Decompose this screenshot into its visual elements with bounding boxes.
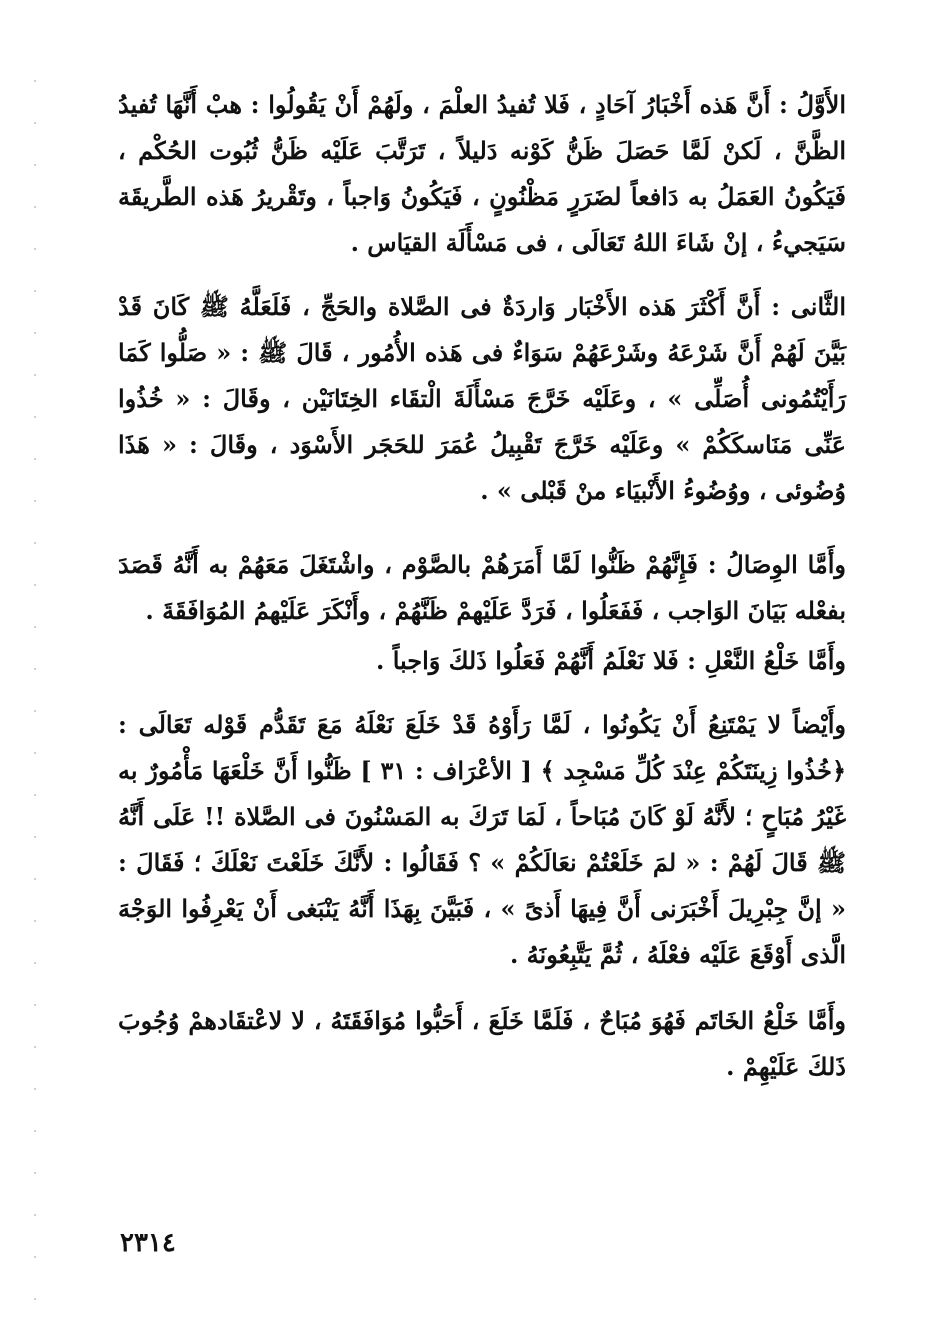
paragraph-first-objection: الأَوَّلُ : أَنَّ هَذه أَخْبَارُ آحَادٍ ، فَلا تُفيدُ العلْمَ ، ولَهُمْ أَنْ يَقُولُوا : هبْ أَنَّهَا تُفيدُ الظَّنَّ ، لَكنْ لَمَّا حَصَلَ ظَنُّ كَوْنه دَليلاً ، تَرَتَّبَ عَلَيْه ظَنُّ ثُبُوت الحُكْم ، فَيَكُونُ العَمَلُ به دَافعاً لضَرَرٍ مَظْنُونٍ ، فَيَكُونُ وَاجباً ، وتَقْريرُ هَذه الطَّريقَة سَيَجيءُ ، إنْ شَاءَ اللهُ تَعَالَى ، فى مَسْأَلَة القيَاس . (118, 90, 846, 257)
paragraph-removing-ring: وأَمَّا خَلْعُ الخَاتَم فَهُوَ مُبَاحٌ ، فَلَمَّا خَلَعَ ، أَحَبُّوا مُوَافَقَتَهُ ، لا لاعْتقَادهمْ وُجُوبَ ذَلكَ عَلَيْهِمْ . (118, 1006, 846, 1081)
paragraph-wisal: وأَمَّا الوِصَالُ : فَإِنَّهُمْ ظَنُّوا لَمَّا أَمَرَهُمْ بالصَّوْم ، واشْتَغَلَ مَعَهُمْ به أَنَّهُ قَصَدَ بفعْله بَيَانَ الوَاجب ، فَفَعَلُوا ، فَرَدَّ عَلَيْهمْ ظَنَّهُمْ ، وأَنْكَرَ عَلَيْهمُ المُوَافَقَةَ . (118, 550, 846, 625)
scan-margin-dots (32, 60, 38, 1300)
page-number: ٢٣١٤ (120, 1228, 176, 1258)
page-body-text (118, 82, 846, 1090)
paragraph-also: وأَيْضاً لا يَمْتَنِعُ أَنْ يَكُونُوا ، لَمَّا رَأَوْهُ قَدْ خَلَعَ نَعْلَهُ مَعَ تَقَدُّم قَوْله تَعَالَى : ﴿خُذُوا زِينَتَكُمْ عِنْدَ كُلِّ مَسْجِد ﴾ [ الأعْرَاف : ٣١ ] ظَنُّوا أَنَّ خَلْعَهَا مَأْمُورٌ به غَيْرُ مُبَاحٍ ؛ لأَنَّهُ لَوْ كَانَ مُبَاحاً ، لَمَا تَرَكَ به المَسْنُونَ فى الصَّلاة !! عَلَى أَنَّهُ ﷺ قَالَ لَهُمْ : « لمَ خَلَعْتُمْ نعَالَكُمْ » ؟ فَقَالُوا : لأَنَّكَ خَلَعْتَ نَعْلَكَ ؛ فَقَالَ : « إنَّ جِبْرِيلَ أَخْبَرَنى أَنَّ فِيهَا أَذىً » ، فَبَيَّنَ بِهَذَا أَنَّهُ يَنْبَغى أَنْ يَعْرِفُوا الوَجْهَ الَّذى أَوْقَعَ عَلَيْه فعْلَهُ ، ثُمَّ يَتَّبِعُونَهُ . (118, 710, 847, 969)
paragraph-removing-sandals: وأَمَّا خَلْعُ النَّعْلِ : فَلا نَعْلَمُ أَنَّهُمْ فَعَلُوا ذَلكَ وَاجباً . (375, 646, 846, 675)
paragraph-second-objection: الثَّانى : أَنَّ أَكْثَرَ هَذه الأَخْبَار وَاردَةٌ فى الصَّلاة والحَجِّ ، فَلَعَلَّهُ ﷺ كَانَ قَدْ بَيَّنَ لَهُمْ أَنَّ شَرْعَهُ وشَرْعَهُمْ سَوَاءٌ فى هَذه الأُمُور ، قَالَ ﷺ : « صَلُّوا كَمَا رَأَيْتُمُونى أُصَلِّى » ، وعَلَيْه خَرَّجَ مَسْأَلَةَ الْتقَاء الخِتَانَيْن ، وقَالَ : « خُذُوا عَنِّى مَنَاسكَكُمْ » وعَلَيْه خَرَّجَ تَقْبِيلُ عُمَرَ للحَجَر الأَسْوَد ، وقَالَ : « هَذَا وُضُوئى ، ووُضُوءُ الأَنْبيَاء منْ قَبْلى » . (118, 292, 846, 505)
